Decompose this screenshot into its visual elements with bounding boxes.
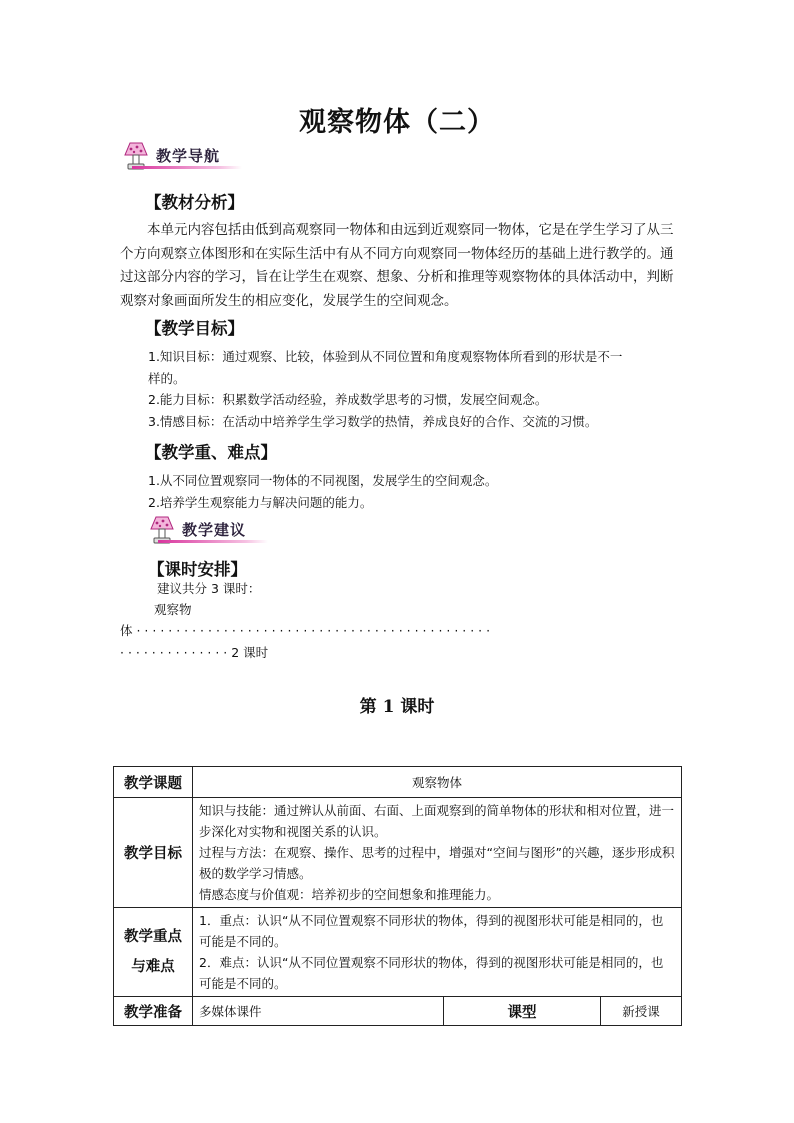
schedule-line-4: · · · · · · · · · · · · · · 2 课时: [120, 645, 269, 660]
prep-value: 多媒体课件: [193, 997, 444, 1026]
lesson-title: 第 1 课时: [359, 697, 435, 717]
topic-value: 观察物体: [193, 767, 682, 798]
goals-list: [148, 346, 688, 432]
schedule-line-3: 体 · · · · · · · · · · · · · · · · · · · · · · · · · · · · · · · · · · · · · · · · · · · · ·: [120, 623, 491, 638]
table-row: [114, 908, 682, 997]
section-badge-teaching-suggestion: [144, 514, 274, 550]
table-row: [114, 798, 682, 908]
badge-underline: [158, 540, 268, 543]
key-line: 2．难点：认识“从不同位置观察不同形状的物体，得到的视图形状可能是相同的，也可能是不同的。: [199, 955, 664, 991]
keypoints-heading: 【教学重、难点】: [145, 443, 277, 462]
table-row: [114, 767, 682, 798]
keys-label: [114, 908, 193, 997]
keys-label-line: 教学重点: [124, 928, 182, 945]
badge-label: 教学导航: [156, 147, 221, 165]
goal-line: 过程与方法：在观察、操作、思考的过程中，增强对“空间与图形”的兴趣，逐步形成积极的数学学习情感。: [199, 845, 675, 881]
schedule-line-2: 观察物: [154, 602, 192, 617]
section-badge-teaching-guide: [118, 140, 248, 176]
list-item: 1.从不同位置观察同一物体的不同视图，发展学生的空间观念。: [148, 473, 498, 488]
list-item: 3.情感目标：在活动中培养学生学习数学的热情，养成良好的合作、交流的习惯。: [148, 413, 598, 429]
goal-line: 情感态度与价值观：培养初步的空间想象和推理能力。: [199, 887, 500, 902]
goal-line: 知识与技能：通过辨认从前面、右面、上面观察到的简单物体的形状和相对位置，进一步深化对实物和视图关系的认识。: [199, 803, 675, 839]
list-item: 样的。: [148, 370, 186, 386]
schedule-line-1: 建议共分 3 课时：: [157, 581, 261, 596]
schedule-heading: 【课时安排】: [148, 560, 247, 579]
keys-cell: [193, 908, 682, 997]
keypoints-list: [148, 470, 688, 513]
list-item: 2.培养学生观察能力与解决问题的能力。: [148, 494, 373, 510]
page-title: 观察物体（二）: [299, 107, 495, 138]
topic-label: 教学课题: [114, 767, 193, 798]
type-label: 课型: [444, 997, 601, 1026]
keys-label-line: 与难点: [131, 958, 175, 975]
list-item: 2.能力目标：积累数学活动经验，养成数学思考的习惯，发展空间观念。: [148, 392, 548, 407]
lesson-plan-table: [113, 766, 682, 1026]
prep-label: 教学准备: [114, 997, 193, 1026]
badge-label: 教学建议: [182, 521, 247, 539]
list-item: 1.知识目标：通过观察、比较，体验到从不同位置和角度观察物体所看到的形状是不一: [148, 349, 623, 364]
analysis-text: 本单元内容包括由低到高观察同一物体和由远到近观察同一物体，它是在学生学习了从三个方向观察立体图形和在实际生活中有从不同方向观察同一物体经历的基础上进行教学的。通过这部分内容的学习，旨在让学生在观察、想象、分析和推理等观察物体的具体活动中，判断观察对象画面所发生的相应变化，发展学生的空间观念。: [120, 222, 674, 309]
type-value: 新授课: [601, 997, 682, 1026]
analysis-heading: 【教材分析】: [145, 193, 244, 212]
goals-heading: 【教学目标】: [145, 319, 244, 338]
key-line: 1．重点：认识“从不同位置观察不同形状的物体，得到的视图形状可能是相同的，也可能是不同的。: [199, 913, 664, 949]
goals-label: 教学目标: [114, 798, 193, 908]
table-row: [114, 997, 682, 1026]
badge-underline: [132, 166, 242, 169]
goals-cell: [193, 798, 682, 908]
